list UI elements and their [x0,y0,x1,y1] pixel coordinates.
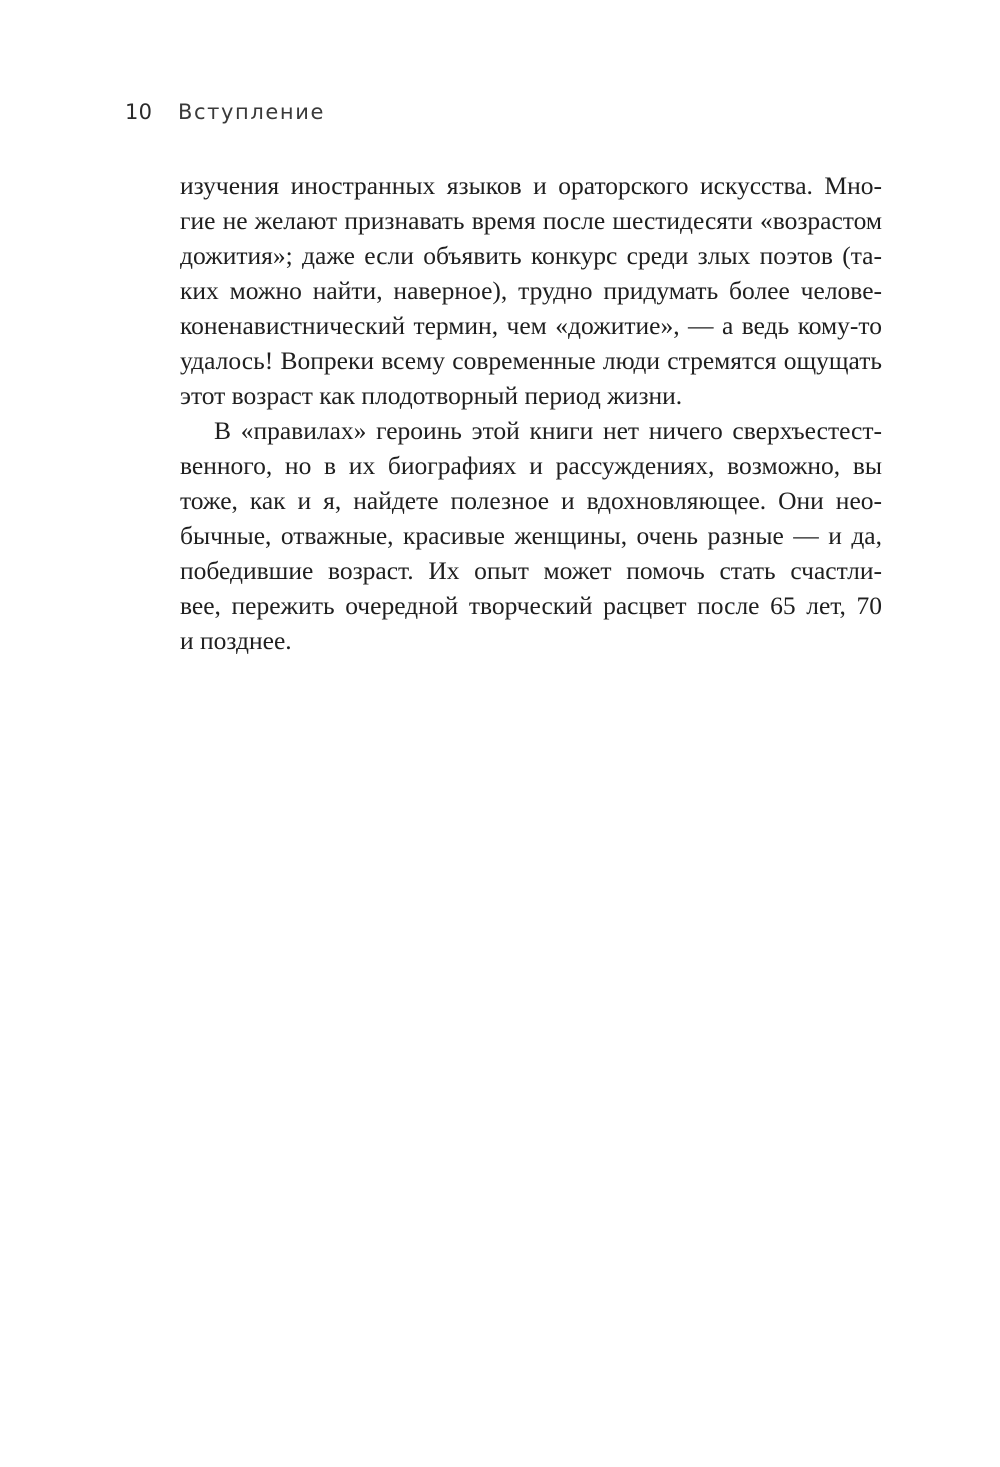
text-line: В «правилах» героинь этой книги нет ничего сверхъестест- [214,416,882,445]
text-line: удалось! Вопреки всему современные люди стремятся ощущать [180,346,882,375]
text-line: коненавистнический термин, чем «дожитие», — а ведь кому-то [180,311,882,340]
paragraph-1 [180,168,882,413]
text-line: этот возраст как плодотворный период жизни. [180,381,683,410]
section-title: Вступление [178,100,325,124]
page-number: 10 [125,100,153,124]
text-line: венного, но в их биографиях и рассуждениях, возможно, вы [180,451,882,480]
text-line: гие не желают признавать время после шестидесяти «возрастом [180,206,882,235]
text-line: дожития»; даже если объявить конкурс среди злых поэтов (та- [180,241,882,270]
text-line: бычные, отважные, красивые женщины, очень разные — и да, [180,521,882,550]
paragraph-2 [180,413,882,658]
body-text [180,168,882,658]
text-line: тоже, как и я, найдете полезное и вдохновляющее. Они нео- [180,486,882,515]
text-line: и позднее. [180,626,292,655]
running-head [125,100,325,136]
text-line: ких можно найти, наверное), трудно придумать более челове- [180,276,882,305]
text-line: изучения иностранных языков и ораторского искусства. Мно- [180,171,882,200]
text-line: победившие возраст. Их опыт может помочь стать счастли- [180,556,882,585]
text-line: вее, пережить очередной творческий расцвет после 65 лет, 70 [180,591,882,620]
